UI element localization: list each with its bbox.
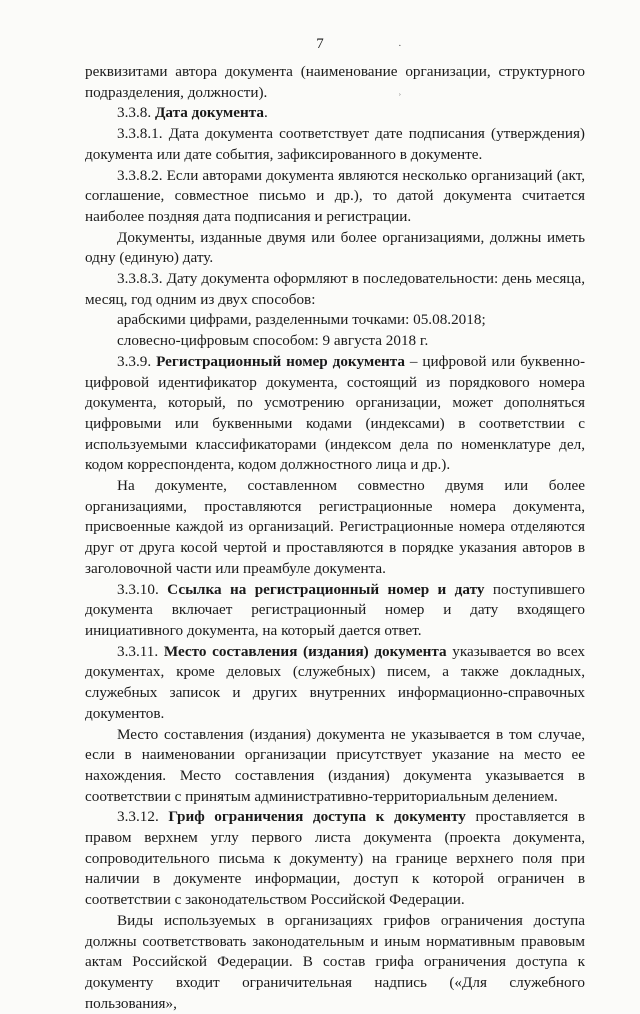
paragraph-3-3-8-2: 3.3.8.2. Если авторами документа являются несколько организаций (акт, соглашение, совместное письмо и др.), то датой документа считается наиболее поздняя дата подписания и регистрации.: [85, 166, 585, 225]
section-3-3-10: 3.3.10. Ссылка на регистрационный номер и дату поступившего документа включает регистрационный номер и дату входящего инициативного документа, на который дается ответ.: [85, 580, 585, 639]
list-item-verbal-date: словесно-цифровым способом: 9 августа 2018 г.: [117, 332, 429, 350]
page-number: 7: [316, 36, 324, 52]
section-title: Место составления (издания) документа: [163, 642, 447, 660]
paragraph-joint-date: Документы, изданные двумя или более организациями, должны иметь одну (единую) дату.: [85, 228, 585, 267]
section-3-3-9: 3.3.9. Регистрационный номер документа – цифровой или буквенно-цифровой идентификатор документа, состоящий из порядкового номера документа, который, по усмотрению организации, может дополняться цифровыми или буквенными кодами (индексами) в соответствии с используемыми классификаторами (индексом дела по номенклатуре дел, кодом корреспондента, кодом должностного лица и др.).: [85, 352, 586, 474]
section-number: 3.3.11.: [117, 642, 164, 660]
section-3-3-8-heading: 3.3.8. Дата документа.: [117, 104, 268, 122]
paragraph-joint-registration: На документе, составленном совместно двумя или более организациями, проставляются регистрационные номера документа, присвоенные каждой из организаций. Регистрационные номера отделяются друг от друга косой чертой и проставляются в порядке указания авторов в заголовочной части или преамбуле документа.: [85, 477, 585, 577]
scan-mark: ·: [398, 40, 402, 52]
paragraph-continuation: реквизитами автора документа (наименование организации, структурного подразделения, должности).: [85, 63, 585, 101]
paragraph-3-3-8-1: 3.3.8.1. Дата документа соответствует дате подписания (утверждения) документа или дате события, зафиксированного в документе.: [85, 125, 585, 163]
section-number: 3.3.9.: [117, 352, 157, 370]
section-number: 3.3.8.: [117, 104, 155, 122]
section-number: 3.3.10.: [117, 580, 168, 598]
paragraph-access-grifs: Виды используемых в организациях грифов ограничения доступа должны соответствовать законодательным и иным нормативным правовым актам Российской Федерации. В состав грифа ограничения доступа к документу входит ограничительная надпись («Для служебного пользования»,: [85, 911, 585, 1012]
paragraph-3-3-8-3: 3.3.8.3. Дату документа оформляют в последовательности: день месяца, месяц, год одним из двух способов:: [85, 270, 585, 308]
section-title: Дата документа: [154, 104, 264, 122]
list-item-arabic-date: арабскими цифрами, разделенными точками: 05.08.2018;: [117, 311, 486, 329]
paragraph-place-exception: Место составления (издания) документа не указывается в том случае, если в наименовании организации присутствует указание на место ее нахождения. Место составления (издания) документа указывается в соответствии с принятым административно-территориальным делением.: [85, 725, 585, 805]
section-3-3-12: 3.3.12. Гриф ограничения доступа к документу проставляется в правом верхнем углу первого листа документа (проекта документа, сопроводительного письма к документу) на границе верхнего поля при наличии в документе информации, доступ к которой ограничен в соответствии с законодательством Российской Федерации.: [85, 808, 586, 909]
section-title: Гриф ограничения доступа к документу: [168, 808, 466, 826]
section-3-3-11: 3.3.11. Место составления (издания) документа указывается во всех документах, кроме деловых (служебных) писем, а также докладных, служебных записок и других внутренних информационно-справочных документов.: [85, 642, 585, 722]
document-body: [85, 62, 585, 1014]
section-title: Ссылка на регистрационный номер и дату: [167, 580, 485, 598]
scan-mark: ʾ: [398, 92, 402, 104]
section-number: 3.3.12.: [117, 808, 169, 826]
section-title: Регистрационный номер документа: [156, 352, 405, 370]
